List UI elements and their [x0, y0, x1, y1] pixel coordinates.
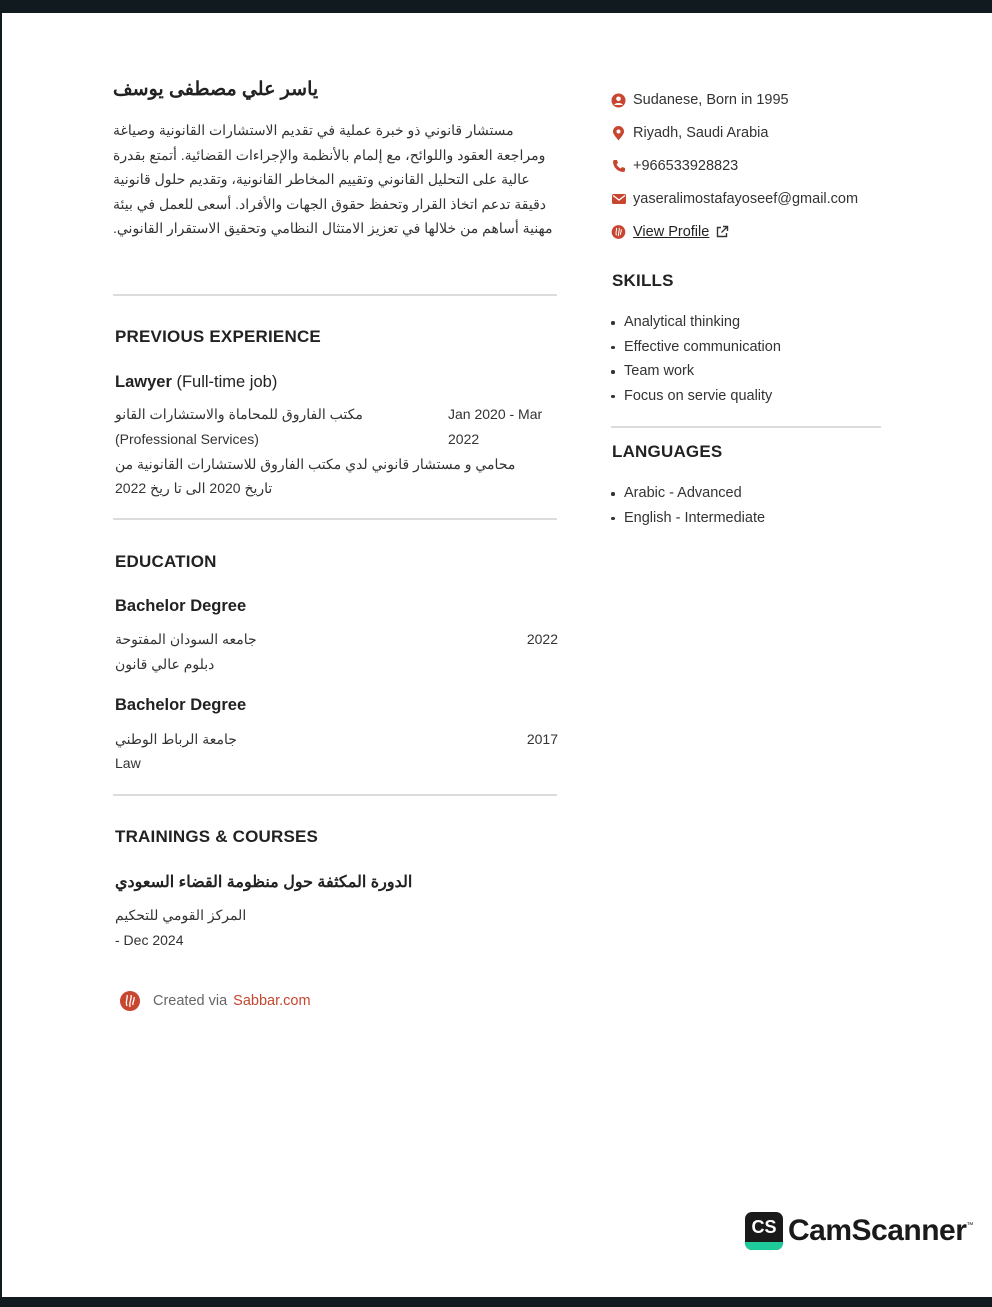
trainings-section-title: TRAININGS & COURSES [115, 827, 319, 846]
skills-list [611, 310, 781, 408]
mail-icon [611, 192, 626, 207]
education-section-title: EDUCATION [115, 552, 217, 571]
job-description-line1: محامي و مستشار قانوني لدي مكتب الفاروق للاستشارات القانونية من [115, 456, 516, 472]
view-profile-link[interactable]: View Profile [633, 224, 710, 240]
contact-email [611, 189, 858, 209]
job-type: (Full-time job) [176, 373, 278, 391]
sabbar-link[interactable]: Sabbar.com [233, 993, 311, 1009]
company-name: مكتب الفاروق للمحاماة والاستشارات القانو [115, 406, 363, 422]
camscanner-watermark [745, 1212, 973, 1250]
languages-list [611, 481, 765, 530]
education-degree: Bachelor Degree [115, 597, 247, 615]
skill-item: Team work [611, 359, 781, 384]
job-dates-end: 2022 [448, 431, 480, 447]
nationality-text: Sudanese, Born in 1995 [633, 92, 789, 108]
languages-section-title: LANGUAGES [612, 442, 723, 461]
user-icon [611, 93, 626, 108]
created-via-text: Created via [153, 993, 228, 1009]
divider [113, 794, 557, 796]
divider [113, 294, 557, 296]
course-organization: المركز القومي للتحكيم [115, 907, 247, 923]
education-field: دبلوم عالي قانون [115, 656, 215, 672]
education-degree: Bachelor Degree [115, 696, 247, 714]
contact-phone [611, 156, 738, 176]
job-title: Lawyer [115, 373, 172, 391]
phone-text[interactable]: +966533928823 [633, 158, 739, 174]
skill-item: Effective communication [611, 335, 781, 360]
education-school: جامعة الرباط الوطني [115, 731, 237, 747]
divider [113, 518, 557, 520]
camscanner-text: CamScanner [788, 1214, 967, 1247]
job-title-line [115, 373, 277, 392]
language-item: English - Intermediate [611, 506, 765, 531]
education-year: 2017 [526, 731, 558, 747]
sabbar-logo-icon [119, 990, 141, 1012]
contact-profile [611, 222, 729, 242]
contact-location [611, 123, 768, 143]
course-title: الدورة المكثفة حول منظومة القضاء السعودي [115, 874, 413, 891]
contact-nationality [611, 90, 789, 110]
skills-section-title: SKILLS [612, 271, 674, 290]
job-dates-start: Jan 2020 - Mar [448, 406, 543, 422]
footer-credit [119, 990, 311, 1012]
company-industry: (Professional Services) [115, 431, 259, 447]
location-pin-icon [611, 126, 626, 141]
candidate-name: ياسر علي مصطفى يوسف [113, 79, 319, 100]
education-field: Law [115, 755, 141, 771]
external-link-icon[interactable] [715, 225, 729, 239]
education-year: 2022 [526, 631, 558, 647]
sabbar-logo-icon [611, 225, 626, 240]
profile-summary: مستشار قانوني ذو خبرة عملية في تقديم الاستشارات القانونية وصياغة ومراجعة العقود واللوائح، مع إلمام بالأنظمة والإجراءات القضائية. أتمتع بقدرة عالية على التحليل القانوني وتقييم المخاطر القانونية، وتقديم حلول قانونية دقيقة تدعم اتخاذ القرار وتحفظ حقوق الجهات والأفراد. أسعى للعمل في بيئة مهنية أساهم من خلالها في تعزيز الامتثال النظامي وتحقيق الاستقرار القانوني. [113, 122, 553, 236]
skill-item: Analytical thinking [611, 310, 781, 335]
location-text: Riyadh, Saudi Arabia [633, 125, 769, 141]
email-text[interactable]: yaseralimostafayoseef@gmail.com [633, 191, 859, 207]
phone-icon [611, 159, 626, 174]
bottom-bar [0, 1297, 992, 1307]
camscanner-tm: ™ [966, 1222, 974, 1229]
course-date: - Dec 2024 [115, 932, 184, 948]
camscanner-logo-letters: CS [751, 1217, 777, 1237]
job-description-line2: تاريخ 2020 الى تا ريخ 2022 [115, 480, 273, 496]
divider [611, 426, 881, 428]
experience-section-title: PREVIOUS EXPERIENCE [115, 327, 321, 346]
camscanner-logo-icon [745, 1212, 783, 1250]
skill-item: Focus on servie quality [611, 384, 781, 409]
education-school: جامعه السودان المفتوحة [115, 631, 257, 647]
language-item: Arabic - Advanced [611, 481, 765, 506]
